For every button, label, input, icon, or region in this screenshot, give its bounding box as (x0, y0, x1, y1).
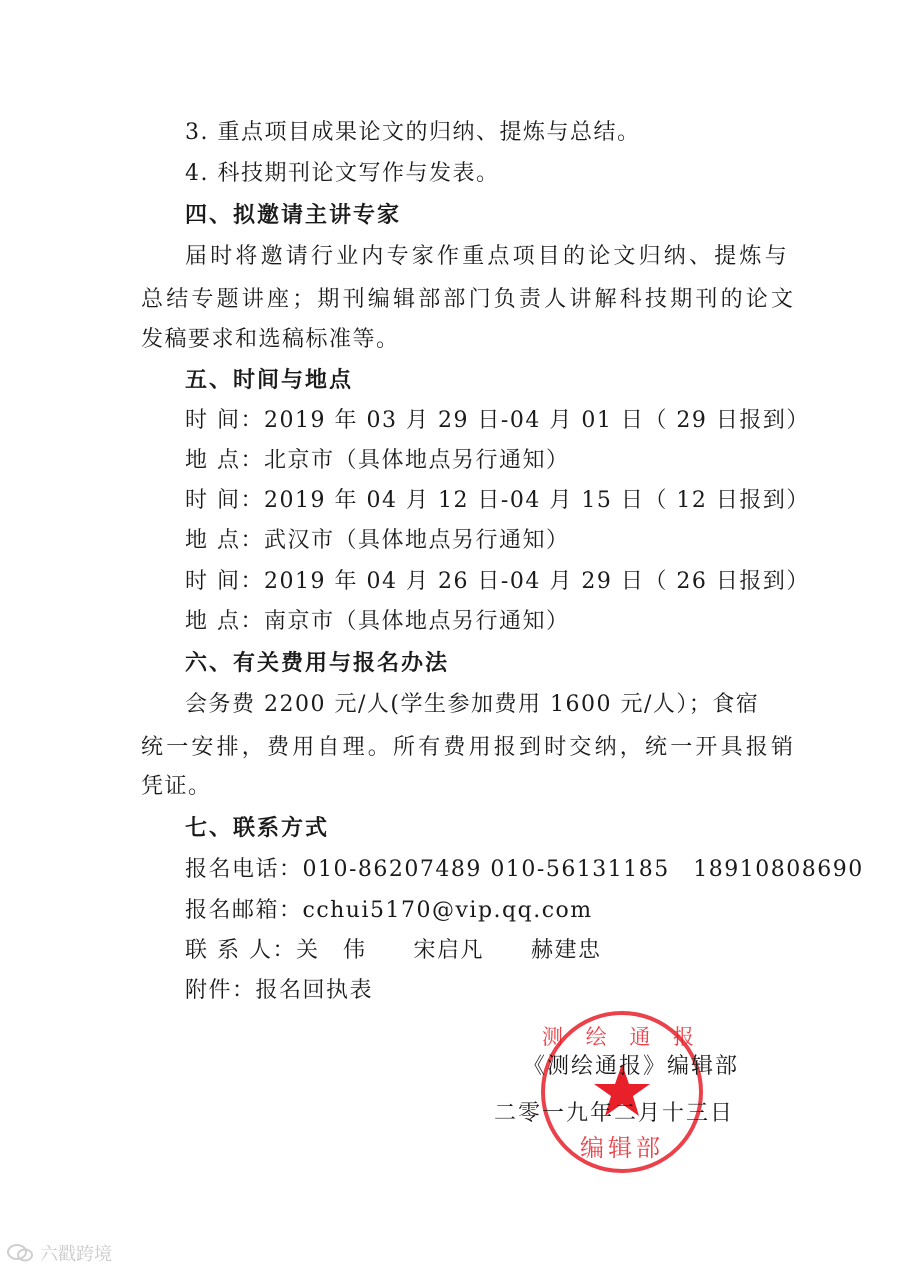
session-place: 地 点：北京市（具体地点另行通知） (185, 448, 570, 473)
section-heading-5: 五、时间与地点 (185, 368, 354, 393)
seal-bottom-text: 编辑部 (580, 1134, 664, 1162)
session-place: 地 点：武汉市（具体地点另行通知） (185, 528, 570, 553)
signature-date: 二零一九年二月十三日 (494, 1101, 735, 1126)
contact-email: 报名邮箱：cchui5170@vip.qq.com (185, 898, 593, 923)
list-item-4: 4. 科技期刊论文写作与发表。 (185, 161, 500, 186)
paragraph-line: 统一安排，费用自理。所有费用报到时交纳，统一开具报销 (141, 735, 797, 760)
paragraph-line: 发稿要求和选稿标准等。 (141, 327, 400, 352)
official-seal (538, 1008, 706, 1176)
watermark-text: 六戳跨境 (40, 1244, 112, 1265)
contact-persons: 联 系 人：关 伟 宋启凡 赫建忠 (185, 938, 602, 963)
seal-top-text: 测 绘 通 报 (541, 1025, 703, 1049)
session-time: 时 间：2019 年 04 月 26 日-04 月 29 日（ 26 日报到） (185, 569, 810, 594)
section-heading-6: 六、有关费用与报名办法 (185, 651, 450, 676)
paragraph-line: 会务费 2200 元/人(学生参加费用 1600 元/人）；食宿 (185, 692, 760, 717)
wechat-logo-icon (6, 1242, 34, 1264)
contact-phone: 报名电话：010-86207489 010-56131185 18910808690 (185, 857, 864, 882)
watermark (6, 1238, 112, 1268)
list-item-3: 3. 重点项目成果论文的归纳、提炼与总结。 (185, 120, 641, 145)
section-heading-7: 七、联系方式 (185, 816, 330, 841)
session-time: 时 间：2019 年 04 月 12 日-04 月 15 日（ 12 日报到） (185, 488, 810, 513)
attachment-note: 附件：报名回执表 (185, 978, 374, 1003)
session-time: 时 间：2019 年 03 月 29 日-04 月 01 日（ 29 日报到） (185, 408, 810, 433)
session-place: 地 点：南京市（具体地点另行通知） (185, 609, 570, 634)
paragraph-line: 凭证。 (141, 774, 212, 799)
signature-org: 《测绘通报》编辑部 (523, 1054, 740, 1079)
paragraph-line: 总结专题讲座；期刊编辑部部门负责人讲解科技期刊的论文 (141, 287, 797, 312)
section-heading-4: 四、拟邀请主讲专家 (185, 203, 402, 228)
paragraph-line: 届时将邀请行业内专家作重点项目的论文归纳、提炼与 (185, 244, 790, 269)
